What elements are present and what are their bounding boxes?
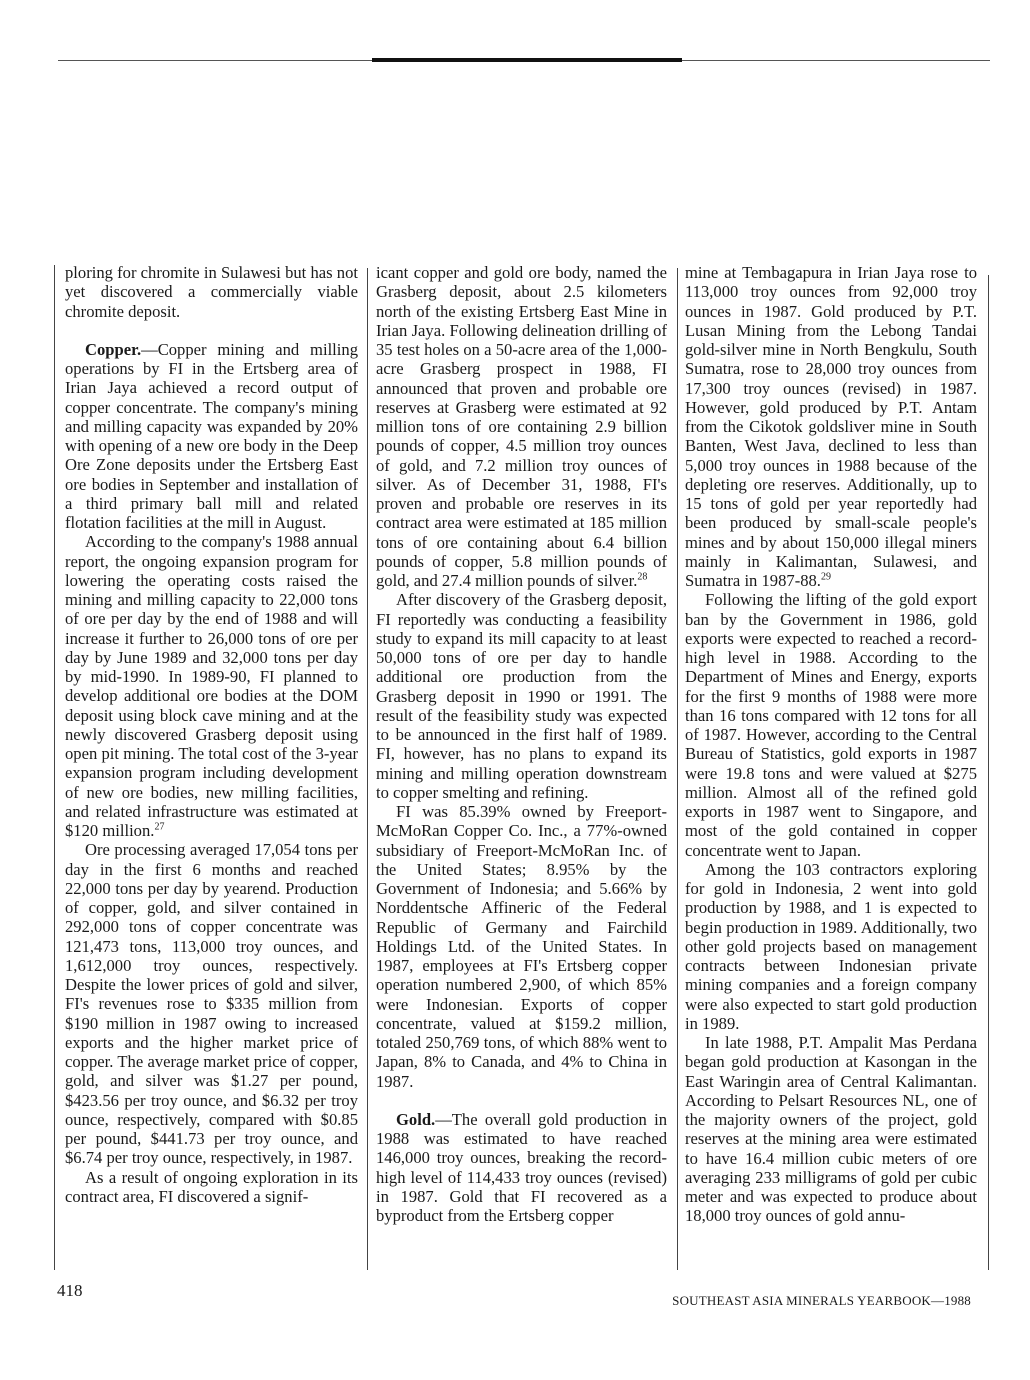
column-divider <box>988 275 989 1270</box>
column-divider <box>367 268 368 1270</box>
paragraph-text: According to the company's 1988 annual report, the ongoing expansion program for lowering the operating costs raised the mining and milling capacity to 22,000 tons of ore per day by the end of 1988 and will increase it further to 26,000 tons of ore per day by June 1989 and 32,000 tons per day by mid-1990. In 1989-90, FI planned to develop additional ore bodies at the DOM deposit using block cave mining and at the newly discovered Grasberg deposit using open pit mining. The total cost of the 3-year expansion program including development of new ore bodies, new milling facilities, and related infrastructure was estimated at $120 million. <box>65 532 358 840</box>
paragraph <box>65 532 358 840</box>
text-column-1 <box>65 263 358 1273</box>
footnote-ref: 28 <box>637 571 648 583</box>
section-heading-gold: Gold. <box>396 1109 436 1129</box>
paragraph-text: —Copper mining and milling operations by FI in the Ertsberg area of Irian Jaya achieved a record output of copper concentrate. The company's mining and milling capacity was expanded by 20% with opening of a new ore body in the Deep Ore Zone deposits under the Ertsberg East ore bodies in September and installation of a third primary ball mill and related flotation facilities at the mill in August. <box>65 339 358 532</box>
text-column-2 <box>376 263 667 1273</box>
page-number: 418 <box>57 1281 83 1300</box>
section-heading-copper: Copper. <box>85 339 142 359</box>
paragraph-copper <box>65 340 358 533</box>
column-divider <box>677 268 678 1270</box>
paragraph: As a result of ongoing exploration in its contract area, FI discovered a signif- <box>65 1167 358 1206</box>
paragraph: After discovery of the Grasberg deposit, FI reportedly was conducting a feasibility study to expand its mill capacity to at least 50,000 tons of ore per day to handle additional ore production from the Grasberg deposit in 1990 or 1991. The result of the feasibility study was expected to be announced in the first half of 1989. FI, however, has no plans to expand its mining and milling operation downstream to copper smelting and refining. <box>376 590 667 802</box>
footnote-ref: 29 <box>820 571 831 583</box>
paragraph: Among the 103 contractors exploring for gold in Indonesia, 2 went into gold production by 1988, and 1 is expected to begin production in 1989. Additionally, two other gold projects based on management contracts between Indonesian private mining companies and a foreign company were also expected to start gold production in 1989. <box>685 859 977 1033</box>
paragraph <box>685 263 977 590</box>
paragraph: Ore processing averaged 17,054 tons per day in the first 6 months and reached 22,000 tons per day by yearend. Production of copper, gold, and silver contained in 292,000 tons of copper concentrate was 121,473 tons, 113,000 troy ounces, and 1,612,000 troy ounces, respectively. Despite the lower prices of gold and silver, FI's revenues rose to $335 million from $190 million in 1987 owing to increased exports and the higher market price of copper. The average market price of copper, gold, and silver was $1.27 per pound, $423.56 per troy ounce, and $6.32 per troy ounce, respectively, compared with $0.85 per pound, $441.73 per troy ounce, and $6.74 per troy ounce, respectively, in 1987. <box>65 840 358 1168</box>
header-rule-bold <box>372 58 682 62</box>
paragraph-text: mine at Tembagapura in Irian Jaya rose to 113,000 troy ounces from 92,000 troy ounces in 1987. Gold produced by P.T. Lusan Mining from the Lebong Tandai gold-silver mine in North Bengkulu, South Sumatra, rose to 28,000 troy ounces from 17,300 troy ounces (revised) in 1987. However, gold produced by P.T. Antam from the Cikotok goldsliver mine in South Banten, West Java, declined to less than 5,000 troy ounces in 1988 because of the depleting ore reserves. Additionally, up to 15 tons of gold per year reportedly had been produced by small-scale people's mines and by about 150,000 illegal miners mainly in Kalimantan, Sulawesi, and Sumatra in 1987-88. <box>685 263 977 590</box>
footnote-ref: 27 <box>154 821 165 833</box>
paragraph: ploring for chromite in Sulawesi but has not yet discovered a commercially viable chromite deposit. <box>65 263 358 321</box>
paragraph: FI was 85.39% owned by Freeport-McMoRan Copper Co. Inc., a 77%-owned subsidiary of Freeport-McMoRan Inc. of the United States; 8.95% by the Government of Indonesia; and 5.66% by Norddentsche Affineric of the Federal Republic of Germany and Fairchild Holdings Ltd. of the United States. In 1987, employees at FI's Ertsberg copper operation numbered 2,900, of which 85% were Indonesian. Exports of copper concentrate, valued at $159.2 million, totaled 250,769 tons, of which 88% went to Japan, 8% to Canada, and 4% to China in 1987. <box>376 802 667 1091</box>
paragraph: Following the lifting of the gold export ban by the Government in 1986, gold exports were expected to reached a record-high level in 1988. According to the Department of Mines and Energy, exports for the first 9 months of 1988 were more than 16 tons compared with 12 tons for all of 1987. However, according to the Central Bureau of Statistics, gold exports in 1987 were 19.8 tons and were valued at $275 million. Almost all of the refined gold exports in 1987 went to Singapore, and most of the gold contained in copper concentrate went to Japan. <box>685 590 977 860</box>
paragraph-text: —The overall gold production in 1988 was estimated to have reached 146,000 troy ounces, breaking the record-high level of 114,433 troy ounces (revised) in 1987. Gold that FI recovered as a byproduct from the Ertsberg copper <box>376 1109 667 1225</box>
running-footer: SOUTHEAST ASIA MINERALS YEARBOOK—1988 <box>672 1293 971 1308</box>
column-divider <box>54 265 55 1270</box>
paragraph: In late 1988, P.T. Ampalit Mas Perdana began gold production at Kasongan in the East Waringin area of Central Kalimantan. According to Pelsart Resources NL, one of the majority owners of the project, gold reserves at the mining area were estimated to have 16.4 million cubic meters of ore averaging 233 milligrams of gold per cubic meter and was expected to produce about 18,000 troy ounces of gold annu- <box>685 1033 977 1226</box>
paragraph-gold <box>376 1110 667 1226</box>
text-column-3 <box>685 263 977 1273</box>
paragraph-text: icant copper and gold ore body, named the Grasberg deposit, about 2.5 kilometers north of the existing Ertsberg East Mine in Irian Jaya. Following delineation drilling of 35 test holes on a 50-acre area of the 1,000-acre Grasberg prospect in 1988, FI announced that proven and probable ore reserves at Grasberg were estimated at 92 million tons of ore containing 2.9 billion pounds of copper, 4.5 million troy ounces of gold, and 7.2 million troy ounces of silver. As of December 31, 1988, FI's proven and probable ore reserves in its contract area were estimated at 185 million tons of ore containing about 6.4 billion pounds of copper, 5.8 million pounds of gold, and 27.4 million pounds of silver. <box>376 263 667 590</box>
paragraph <box>376 263 667 590</box>
